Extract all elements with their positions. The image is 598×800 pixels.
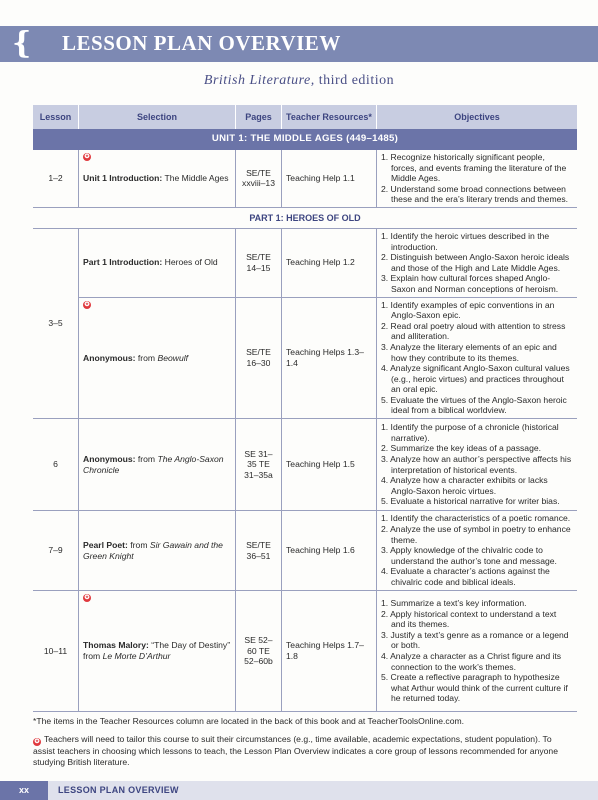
objectives-cell [377, 228, 578, 297]
part-title: PART 1: HEROES OF OLD [33, 207, 577, 228]
table-row [33, 228, 577, 297]
table-row [33, 297, 577, 419]
objective-item: 2. Apply historical context to understand a text and its themes. [381, 608, 557, 630]
table-row [33, 419, 577, 511]
objectives-cell [377, 297, 578, 419]
objective-item: 1. Summarize a text’s key information. [381, 598, 527, 609]
core-lesson-icon: ✪ [84, 595, 90, 602]
col-header-lesson: Lesson [33, 105, 79, 129]
col-header-objectives: Objectives [377, 105, 578, 129]
table-header-row [33, 105, 577, 129]
core-lesson-icon: ✪ [34, 739, 40, 745]
pages-cell: SE 52–60 TE 52–60b [236, 591, 282, 712]
objective-item: 2. Distinguish between Anglo-Saxon heroic ideals and those of the High and Late Middle Ages. [381, 252, 570, 273]
lesson-number: 6 [33, 419, 79, 511]
pages-cell: SE/TE xxviii–13 [236, 150, 282, 207]
lesson-number: 3–5 [33, 228, 79, 418]
objectives-cell [377, 419, 578, 511]
lesson-number: 10–11 [33, 591, 79, 712]
unit-row [33, 129, 577, 150]
objective-item: 5. Evaluate a historical narrative for writer bias. [381, 496, 560, 507]
selection-cell: ✪ Anonymous: from Beowulf [79, 297, 236, 419]
selection-cell: ✪ Thomas Malory: “The Day of Destiny” from Le Morte D’Arthur [79, 591, 236, 712]
resources-cell: Teaching Help 1.2 [282, 228, 377, 297]
brace-ornament-icon: { [12, 26, 32, 61]
col-header-resources: Teacher Resources* [282, 105, 377, 129]
lesson-number: 7–9 [33, 511, 79, 591]
pages-cell: SE 31–35 TE 31–35a [236, 419, 282, 511]
selection-cell: Part 1 Introduction: Heroes of Old [79, 228, 236, 297]
objectives-cell [377, 591, 578, 712]
pages-cell: SE/TE 36–51 [236, 511, 282, 591]
page-number: xx [0, 781, 48, 800]
objective-item: 5. Evaluate the virtues of the Anglo-Saxon heroic ideal from a biblical worldview. [381, 394, 567, 416]
objective-item: 4. Analyze how a character exhibits or lacks Anglo-Saxon heroic virtues. [381, 475, 548, 496]
table-row [33, 150, 577, 207]
objective-item: 1. Recognize historically significant people, forces, and events framing the literature of the Middle Ages. [381, 152, 567, 184]
pages-cell: SE/TE 14–15 [236, 228, 282, 297]
objective-item: 1. Identify the heroic virtues described in the introduction. [381, 230, 550, 252]
resources-cell: Teaching Helps 1.3–1.4 [282, 297, 377, 419]
resources-cell: Teaching Help 1.1 [282, 150, 377, 207]
objective-item: 4. Analyze a character as a Christ figure and its connection to the work’s themes. [381, 651, 562, 672]
resources-cell: Teaching Help 1.6 [282, 511, 377, 591]
col-header-pages: Pages [236, 105, 282, 129]
objective-item: 2. Understand some broad connections between these and the era’s literary trends and themes. [381, 183, 569, 205]
objective-item: 1. Identify examples of epic conventions in an Anglo-Saxon epic. [381, 299, 555, 321]
objective-item: 3. Explain how cultural forces shaped Anglo-Saxon and Norman conceptions of heroism. [381, 273, 559, 294]
objective-item: 3. Apply knowledge of the chivalric code to understand the author’s tone and message. [381, 545, 557, 566]
pages-cell: SE/TE 16–30 [236, 297, 282, 419]
objective-item: 3. Justify a text’s genre as a romance or a legend or both. [381, 629, 569, 651]
objectives-cell [377, 150, 578, 207]
unit-title: UNIT 1: THE MIDDLE AGES (449–1485) [33, 129, 577, 150]
objective-item: 2. Summarize the key ideas of a passage. [381, 443, 542, 454]
table-row [33, 591, 577, 712]
page-title: LESSON PLAN OVERVIEW [62, 31, 341, 55]
objective-item: 3. Analyze how an author’s perspective affects his interpretation of historical events. [381, 453, 572, 475]
objectives-cell [377, 511, 578, 591]
book-subtitle: British Literature, third edition [203, 73, 395, 88]
objective-item: 5. Create a reflective paragraph to hypothesize what Arthur would think of the current culture if he returned today. [381, 672, 568, 704]
lesson-plan-table [33, 105, 577, 712]
resources-cell: Teaching Help 1.5 [282, 419, 377, 511]
resources-cell: Teaching Helps 1.7–1.8 [282, 591, 377, 712]
objective-item: 1. Identify the purpose of a chronicle (historical narrative). [381, 422, 559, 443]
core-lessons-note: ✪ Teachers will need to tailor this course to suit their circumstances (e.g., time available, academic expectations, student population). To assist teachers in choosing which lessons to teach, the Lesson Plan Overview indicates a core group of lessons recommended for anyone studying British literature. [33, 734, 558, 767]
selection-cell: Pearl Poet: from Sir Gawain and the Green Knight [79, 511, 236, 591]
lesson-number: 1–2 [33, 150, 79, 207]
selection-cell: ✪ Unit 1 Introduction: The Middle Ages [79, 150, 236, 207]
objective-item: 2. Read oral poetry aloud with attention to stress and alliteration. [381, 320, 566, 342]
objective-item: 2. Analyze the use of symbol in poetry to enhance theme. [381, 524, 571, 545]
objective-item: 3. Analyze the literary elements of an epic and how they contribute to its themes. [381, 341, 557, 363]
col-header-selection: Selection [79, 105, 236, 129]
table-row [33, 511, 577, 591]
core-lesson-icon: ✪ [84, 301, 90, 308]
part-row [33, 207, 577, 228]
footer-label: LESSON PLAN OVERVIEW [58, 785, 179, 795]
selection-cell: Anonymous: from The Anglo-Saxon Chronicle [79, 419, 236, 511]
objective-item: 4. Evaluate a character’s actions against the chivalric code and biblical ideals. [381, 566, 550, 588]
objective-item: 1. Identify the characteristics of a poetic romance. [381, 513, 571, 524]
footnote: *The items in the Teacher Resources column are located in the back of this book and at TeacherToolsOnline.com. [33, 716, 465, 726]
objective-item: 4. Analyze significant Anglo-Saxon cultural values (e.g., heroic virtues) and practices throughout an oral epic. [381, 363, 570, 395]
core-lesson-icon: ✪ [84, 154, 90, 160]
